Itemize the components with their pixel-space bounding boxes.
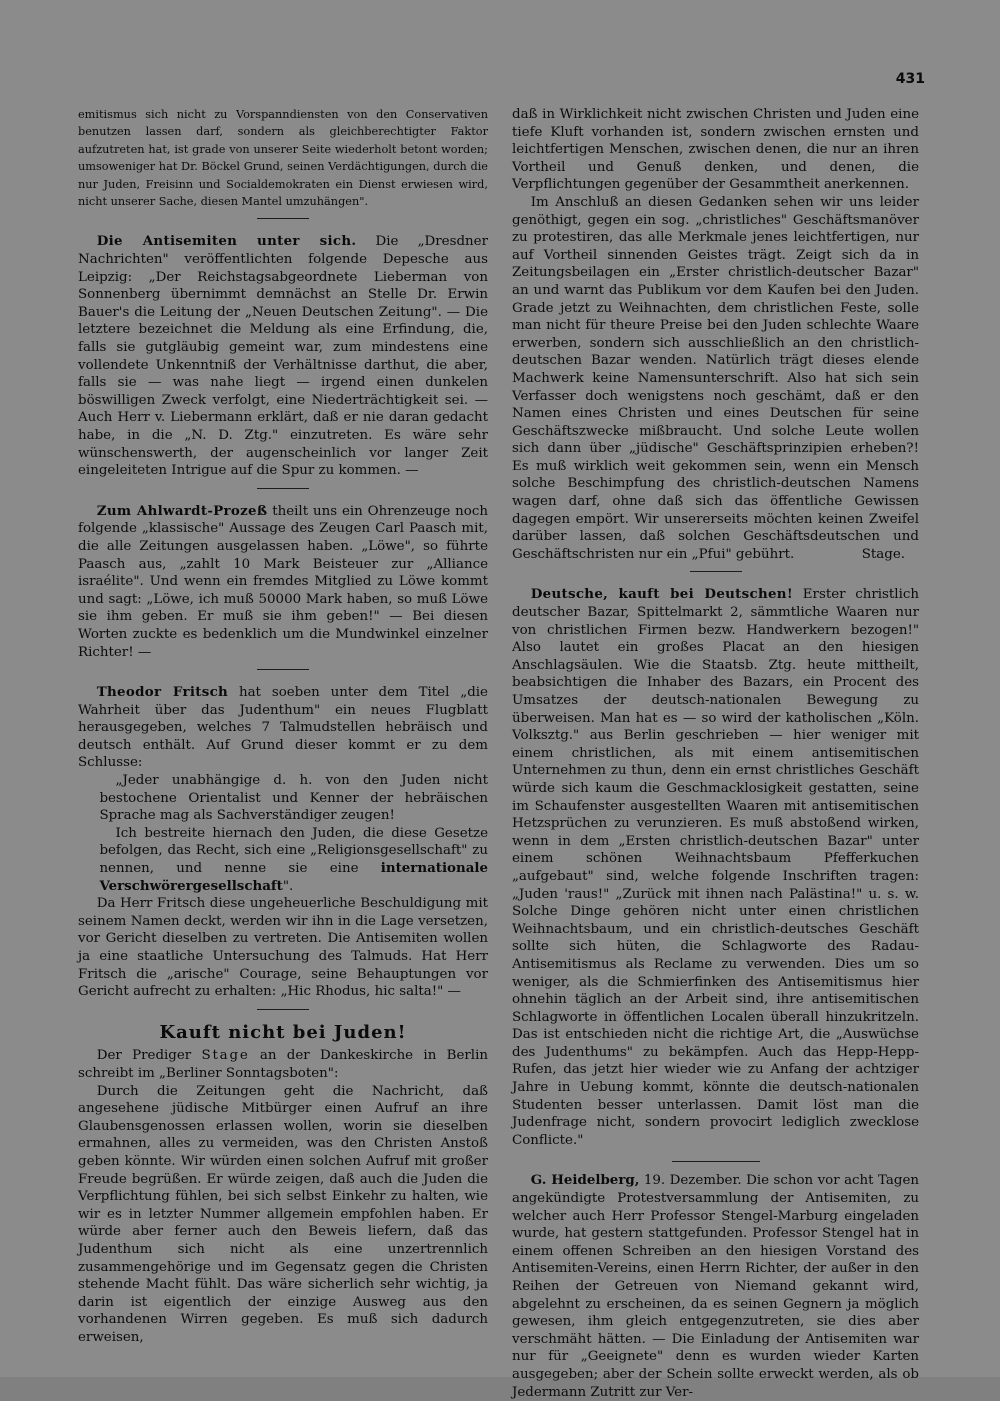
fritsch-quote-2-start: Ich bestreite hiernach den Juden, die diese Gesetze befolgen, das Recht, sich eine „Religionsgesellschaft" zu nennen, und nenne sie eine — [99, 825, 488, 877]
fritsch-quote-2 — [99, 825, 488, 895]
ahlwardt-heading: Zum Ahlwardt-Prozeß — [96, 502, 268, 519]
stage-text-2 — [512, 194, 919, 563]
separator-line — [690, 571, 742, 572]
stage-text-2-body: Im Anschluß an diesen Gedanken sehen wir uns leider genöthigt, gegen ein sog. „christliches" Geschäftsmanöver zu protestiren, das alle Merkmale jenes leichtfertigen, nur auf Vortheil sinnenden Geistes trägt. Zeigt sich da in Zeitungsbeilagen ein „Erster christlich-deutscher Bazar" an und warnt das Publikum vor dem Kaufen bei den Juden. Grade jetzt zu Weihnachten, dem christlichen Feste, solle man nicht für theure Preise bei den Juden schlechte Waare erwerben, sondern sich ausschließlich an den christlich-deutschen Bazar wenden. Natürlich trägt dieses elende Machwerk keine Namensunterschrift. Also hat sich sein Verfasser doch wenigstens noch geschämt, daß er den Namen eines Christen und eines Deutschen für seine Geschäftszwecke mißbraucht. Und solche Leute wollen sich dann über „jüdische" Geschäftsprinzipien erheben?! Es muß wirklich weit gekommen sein, wenn ein Mensch solche Beschimpfung des christlich-deutschen Namens wagen darf, ohne daß sich das öffentliche Gewissen dagegen empört. Wir unsererseits möchten keinen Zweifel darüber lassen, daß solchen Geschäftsdeutschen und Geschäftschristen nur ein „Pfui" gebührt. — [512, 194, 919, 562]
antisemiten-article — [78, 233, 488, 479]
antisemiten-text: Die „Dresdner Nachrichten" veröffentlichten folgende Depesche aus Leipzig: „Der Reichstagsabgeordnete Lieberman von Sonnenberg übernimmt demnächst an Stelle Dr. Erwin Bauer's die Leitung der „Neuen Deutschen Zeitung". — Die letztere bezeichnet die Meldung als eine Erfindung, die, falls sie gutgläubig gemeint war, zum mindestens eine vollendete Unkenntniß der Verhältnisse darthut, die aber, falls sie — was nahe liegt — irgend einen dunkelen böswilligen Zweck verfolgt, eine Niederträchtigkeit sei. — Auch Herr v. Liebermann erklärt, daß er nie daran gedacht habe, in die „N. D. Ztg." einzutreten. Es wäre sehr wünschenswerth, der augenscheinlich vor langer Zeit eingeleiteten Intrigue auf die Spur zu kommen. — — [78, 234, 488, 479]
kauft-intro-name: Stage — [201, 1048, 250, 1064]
kauft-nicht-title: Kauft nicht bei Juden! — [159, 1021, 407, 1043]
kauft-intro-end: an der Dankeskirche in Berlin schreibt im „Berliner Sonntagsboten": — [78, 1048, 488, 1081]
deutsche-heading: Deutsche, kauft bei Deutschen! — [530, 586, 794, 603]
separator-line — [257, 218, 309, 219]
right-column — [512, 106, 919, 1401]
separator-line — [672, 1161, 760, 1162]
kauft-text: Durch die Zeitungen geht die Nachricht, daß angesehene jüdische Mitbürger einen Aufruf an ihre Glaubensgenossen erlassen wollen, worin sie dieselben ermahnen, alles zu vermeiden, was den Christen Anstoß geben könnte. Wir würden einen solchen Aufruf mit großer Freude begrüßen. Er würde zeigen, daß auch die Juden die Verpflichtung fühlen, bei sich selbst Einkehr zu halten, wie wir es in letzter Nummer allgemein empfohlen haben. Er würde aber ferner auch den Beweis liefern, daß das Judenthum sich nicht als eine unzertrennlich zusammengehörige und im Gegensatz gegen die Christen stehende Macht fühlt. Das wäre sicherlich sehr wichtig, ja darin ist eigentlich der einzige Ausweg aus den vorhandenen Wirren gegeben. Es muß sich dadurch erweisen, — [78, 1083, 488, 1345]
page-number: 431 — [895, 71, 925, 87]
left-column — [78, 106, 488, 1346]
fritsch-text: hat soeben unter dem Titel „die Wahrheit über das Judenthum" ein neues Flugblatt herausgegeben, welches 7 Talmudstellen hebräisch und deutsch enthält. Auf Grund dieser kommt er zu dem Schlusse: — [78, 685, 488, 771]
kauft-intro — [78, 1047, 488, 1082]
fritsch-conclusion: Da Herr Fritsch diese ungeheuerliche Beschuldigung mit seinem Namen deckt, werden wir ihn in die Lage versetzen, vor Gericht dieselben zu vertreten. Die Antisemiten wollen ja eine staatliche Untersuchung des Talmuds. Hat Herr Fritsch die „arische" Courage, seine Behauptungen vor Gericht aufrecht zu erhalten: „Hic Rhodus, hic salta!" — — [78, 896, 488, 1000]
separator-line — [257, 488, 309, 489]
deutsche-text: Erster christlich deutscher Bazar, Spittelmarkt 2, sämmtliche Waaren nur von christlichen Firmen bezw. Handwerkern bezogen!" Also lautet ein großes Placat an den hiesigen Anschlagsäulen. Wie die Staatsb. Ztg. heute mittheilt, beabsichtigen die Inhaber des Bazars, ein Procent des Umsatzes der deutsch-nationalen Bewegung zu überweisen. Man hat es — so wird der katholischen „Köln. Volksztg." aus Berlin geschrieben — hier weniger mit einem christlichen, als mit einem antisemitischen Unternehmen zu thun, denn ein ernst christliches Geschäft würde sich kaum die Geschmacklosigkeit gestatten, seine im Schaufenster ausgestellten Waaren mit antisemitischen Hetzsprüchen zu verunzieren. Es muß abstoßend wirken, wenn in dem „Ersten christlich-deutschen Bazar" unter einem schönen Weihnachtsbaum Pfefferkuchen „aufgebaut" sind, welche folgende Inschriften tragen: „Juden 'raus!" „Zurück mit ihnen nach Palästina!" u. s. w. Solche Dinge gehören nicht unter einen christlichen Weihnachtsbaum, und ein christlich-deutsches Geschäft sollte sich hüten, die Schlagworte des Radau-Antisemitismus als Reclame zu verwenden. Dies um so weniger, als die Schmierfinken des Antisemitismus hier ohnehin täglich an der Arbeit sind, ihre antisemitischen Schlagworte in öffentlichen Localen überall hinzukritzeln. Das ist entschieden nicht die richtige Art, die „Auswüchse des Judenthums" zu bekämpfen. Auch das Hepp-Hepp-Rufen, das jetzt hier wieder wie zu Anfang der achtziger Jahre in Uebung kommt, könnte die deutsch-nationalen Studenten besser unterlassen. Damit löst man die Judenfrage nicht, sondern provocirt lediglich zwecklose Conflicte." — [512, 587, 919, 1148]
stage-text-1: daß in Wirklichkeit nicht zwischen Christen und Juden eine tiefe Kluft vorhanden ist, sondern zwischen ernsten und leichtfertigen Menschen, zwischen denen, die nur an ihren Vortheil und Genuß denken, und denen, die Verpflichtungen gegenüber der Gesammtheit anerkennen. — [512, 107, 919, 193]
ahlwardt-text: theilt uns ein Ohrenzeuge noch folgende „klassische" Aussage des Zeugen Carl Paasch mit, die alle Zeitungen ausgelassen haben. „Löwe", so führte Paasch aus, „zahlt 10 Mark Beisteuer zur „Alliance israélite". Und wenn ein fremdes Mitglied zu Löwe kommt und sagt: „Löwe, ich muß 50000 Mark haben, so muß Löwe sie ihm geben. Er muß sie ihm geben!" — Bei diesen Worten zuckte es bedenklich um die Mundwinkel einzelner Richter! — — [78, 503, 488, 660]
ahlwardt-article — [78, 503, 488, 661]
heidelberg-text: 19. Dezember. Die schon vor acht Tagen angekündigte Protestversammlung der Antisemiten, zu welcher auch Herr Professor Stengel-Marburg eingeladen wurde, hat gestern stattgefunden. Professor Stengel hat in einem offenen Schreiben an den hiesigen Vorstand des Antisemiten-Vereins, einen Herrn Richter, der außer in den Reihen der Getreuen von Niemand gekannt wird, abgelehnt zu erscheinen, da es seinen Gegnern ja möglich gewesen, ihm gleich entgegenzutreten, sie dies aber verschmäht hätten. — Die Einladung der Antisemiten war nur für „Geeignete" denn es wurden wieder Karten ausgegeben; aber der Schein sollte erweckt werden, als ob Jedermann Zutritt zur Ver- — [512, 1173, 919, 1400]
continuation-paragraph: emitismus sich nicht zu Vorspanndiensten von den Conservativen benutzen lassen darf, sondern als gleichberechtigter Faktor aufzutreten hat, ist grade von unserer Seite wiederholt betont worden; umsoweniger hat Dr. Böckel Grund, seinen Verdächtigungen, durch die nur Juden, Freisinn und Socialdemokraten ein Dienst erwiesen wird, nicht unserer Sache, diesen Mantel umzuhängen". — [78, 108, 488, 209]
fritsch-quote-1: „Jeder unabhängige d. h. von den Juden nicht bestochene Orientalist und Kenner der hebräischen Sprache mag als Sachverständiger zeugen! — [99, 773, 488, 824]
separator-line — [257, 1009, 309, 1010]
antisemiten-heading: Die Antisemiten unter sich. — [96, 233, 357, 250]
deutsche-article — [512, 586, 919, 1149]
fritsch-quote-2-end: ". — [282, 878, 294, 894]
fritsch-quote-2-bold: internationale Verschwörergesellschaft — [99, 860, 488, 894]
fritsch-heading: Theodor Fritsch — [96, 684, 229, 701]
fritsch-article — [78, 684, 488, 772]
separator-line — [257, 669, 309, 670]
fritsch-quote — [78, 772, 488, 895]
heidelberg-article — [512, 1172, 919, 1401]
kauft-intro-start: Der Prediger — [96, 1048, 192, 1064]
heidelberg-place: G. Heidelberg, — [530, 1172, 640, 1189]
stage-signature: Stage. — [861, 546, 905, 562]
